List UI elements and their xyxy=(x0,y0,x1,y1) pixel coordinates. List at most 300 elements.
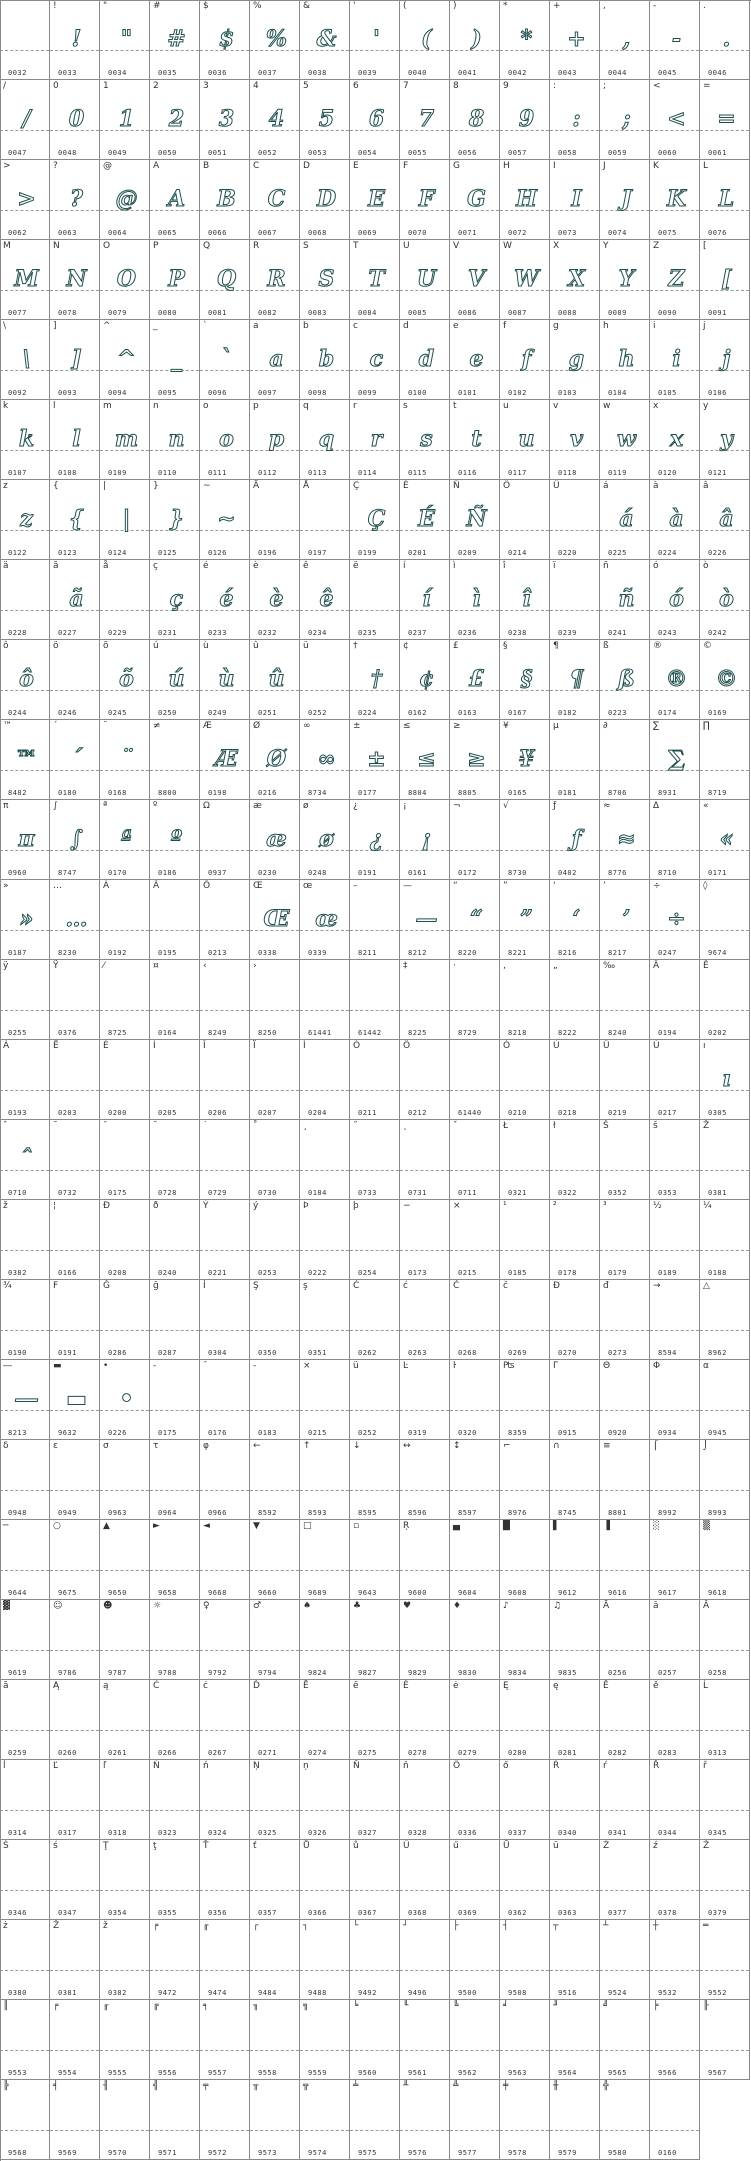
glyph-sample: à xyxy=(669,506,684,532)
glyph-char-label: □ xyxy=(303,1521,312,1531)
glyph-char-label: M xyxy=(3,241,11,251)
glyph-code: 0175 xyxy=(108,1189,127,1197)
glyph-cell xyxy=(550,720,600,800)
glyph-cell xyxy=(400,1520,450,1600)
glyph-cell xyxy=(300,1040,350,1120)
glyph-char-label: : xyxy=(553,81,557,91)
glyph-char-label: ( xyxy=(403,1,407,11)
glyph-cell xyxy=(0,2000,50,2080)
glyph-char-label: Ï xyxy=(253,1041,256,1051)
glyph-cell xyxy=(350,0,400,80)
glyph-char-label: τ xyxy=(153,1441,159,1451)
glyph-cell xyxy=(200,240,250,320)
glyph-code: 0187 xyxy=(8,949,27,957)
glyph-baseline xyxy=(250,1970,299,1971)
glyph-code: 8217 xyxy=(608,949,627,957)
glyph-cell xyxy=(500,560,550,640)
glyph-cell xyxy=(300,1760,350,1840)
glyph-code: 0093 xyxy=(58,389,77,397)
glyph-cell xyxy=(300,1600,350,1680)
glyph-char-label: ± xyxy=(353,721,361,731)
glyph-sample: • xyxy=(119,1386,134,1412)
glyph-char-label: ė xyxy=(453,1681,459,1691)
glyph-char-label: Ń xyxy=(153,1761,160,1771)
glyph-code: 0060 xyxy=(658,149,677,157)
glyph-baseline xyxy=(350,1010,399,1011)
glyph-char-label: Æ xyxy=(203,721,212,731)
glyph-baseline xyxy=(450,1250,499,1251)
glyph-char-label: Ţ xyxy=(103,1841,109,1851)
glyph-char-label: ¼ xyxy=(703,1201,712,1211)
glyph-char-label: ▲ xyxy=(103,1521,110,1531)
glyph-code: 8595 xyxy=(358,1509,377,1517)
glyph-char-label: ⌐ xyxy=(503,1441,511,1451)
glyph-sample: ª xyxy=(121,826,132,852)
glyph-cell xyxy=(50,1760,100,1840)
glyph-code: 9675 xyxy=(58,1589,77,1597)
glyph-cell xyxy=(700,1200,750,1280)
glyph-baseline xyxy=(200,1410,249,1411)
glyph-code: 0173 xyxy=(408,1269,427,1277)
glyph-code: 0196 xyxy=(258,549,277,557)
glyph-cell xyxy=(50,960,100,1040)
glyph-cell xyxy=(650,1520,700,1600)
glyph-code: 9552 xyxy=(708,1989,727,1997)
glyph-char-label: Ź xyxy=(603,1841,610,1851)
glyph-sample: ¶ xyxy=(569,666,584,692)
glyph-code: 0213 xyxy=(208,949,227,957)
glyph-char-label: Ô xyxy=(403,1041,411,1051)
glyph-cell xyxy=(250,320,300,400)
glyph-baseline xyxy=(100,2130,149,2131)
glyph-cell xyxy=(150,2000,200,2080)
glyph-code: 9560 xyxy=(358,2069,377,2077)
glyph-cell xyxy=(250,240,300,320)
glyph-char-label: ╘ xyxy=(353,2001,359,2011)
glyph-cell xyxy=(700,160,750,240)
glyph-cell xyxy=(650,560,700,640)
glyph-code: 8218 xyxy=(508,1029,527,1037)
glyph-baseline xyxy=(0,610,49,611)
glyph-char-label: @ xyxy=(103,161,112,171)
glyph-char-label: ═ xyxy=(703,1921,709,1931)
glyph-code: 9569 xyxy=(58,2149,77,2157)
glyph-code: 0079 xyxy=(108,309,127,317)
glyph-code: 0043 xyxy=(558,69,577,77)
glyph-sample: — xyxy=(415,906,438,932)
glyph-char-label: § xyxy=(503,641,508,651)
glyph-char-label: ö xyxy=(53,641,59,651)
glyph-char-label: ╗ xyxy=(303,2001,309,2011)
glyph-char-label: " xyxy=(103,1,108,11)
glyph-baseline xyxy=(200,2130,249,2131)
glyph-cell xyxy=(600,320,650,400)
glyph-code: 9576 xyxy=(408,2149,427,2157)
glyph-code: 8962 xyxy=(708,1349,727,1357)
glyph-baseline xyxy=(450,1090,499,1091)
glyph-baseline xyxy=(300,530,349,531)
glyph-char-label: Ű xyxy=(403,1841,410,1851)
glyph-char-label: L xyxy=(703,161,709,171)
glyph-char-label: ē xyxy=(353,1681,359,1691)
glyph-sample: } xyxy=(169,506,184,532)
glyph-cell xyxy=(50,640,100,720)
glyph-char-label: ˙ xyxy=(203,1121,208,1131)
glyph-code: 0178 xyxy=(558,1269,577,1277)
glyph-baseline xyxy=(300,1810,349,1811)
glyph-cell xyxy=(200,0,250,80)
glyph-cell xyxy=(500,1280,550,1360)
glyph-baseline xyxy=(250,1810,299,1811)
glyph-char-label: Ó xyxy=(353,1041,361,1051)
glyph-sample: ˆ xyxy=(21,1146,32,1172)
glyph-cell xyxy=(400,2080,450,2160)
glyph-sample: â xyxy=(719,506,734,532)
glyph-cell xyxy=(700,1360,750,1440)
glyph-cell xyxy=(300,160,350,240)
glyph-char-label: Ê xyxy=(703,961,709,971)
glyph-cell xyxy=(150,0,200,80)
glyph-code: 0382 xyxy=(108,1989,127,1997)
glyph-cell xyxy=(450,640,500,720)
glyph-baseline xyxy=(600,1810,649,1811)
glyph-baseline xyxy=(250,1010,299,1011)
glyph-code: 0378 xyxy=(658,1909,677,1917)
glyph-cell xyxy=(200,1280,250,1360)
glyph-cell xyxy=(650,400,700,480)
glyph-code: 0220 xyxy=(558,549,577,557)
glyph-char-label: ½ xyxy=(653,1201,662,1211)
glyph-cell xyxy=(250,800,300,880)
glyph-baseline xyxy=(650,1570,699,1571)
glyph-code: 0184 xyxy=(308,1189,327,1197)
glyph-char-label: ╚ xyxy=(453,2001,459,2011)
glyph-char-label: ÿ xyxy=(3,961,9,971)
glyph-cell xyxy=(550,960,600,1040)
glyph-sample: Ø xyxy=(266,746,287,772)
glyph-code: 0119 xyxy=(608,469,627,477)
glyph-code: 0237 xyxy=(408,629,427,637)
glyph-char-label: H xyxy=(503,161,510,171)
glyph-cell xyxy=(400,560,450,640)
glyph-code: 0222 xyxy=(308,1269,327,1277)
glyph-cell xyxy=(200,800,250,880)
glyph-code: 0117 xyxy=(508,469,527,477)
glyph-char-label: ♣ xyxy=(353,1601,362,1611)
glyph-sample: ' xyxy=(373,26,380,52)
glyph-char-label: √ xyxy=(503,801,509,811)
glyph-char-label: → xyxy=(653,1281,661,1291)
glyph-char-label: Ū xyxy=(503,1841,510,1851)
glyph-baseline xyxy=(150,1570,199,1571)
glyph-cell xyxy=(400,880,450,960)
glyph-sample: ± xyxy=(367,746,386,772)
glyph-cell xyxy=(250,0,300,80)
glyph-baseline xyxy=(450,1410,499,1411)
glyph-char-label: ƒ xyxy=(553,801,557,811)
glyph-cell xyxy=(400,2000,450,2080)
glyph-char-label: ◄ xyxy=(203,1521,210,1531)
glyph-code: 0362 xyxy=(508,1909,527,1917)
glyph-cell xyxy=(0,1440,50,1520)
glyph-char-label: È xyxy=(103,1041,109,1051)
glyph-char-label: Ž xyxy=(53,1921,60,1931)
glyph-cell xyxy=(700,480,750,560)
glyph-cell xyxy=(400,480,450,560)
glyph-code: 0191 xyxy=(358,869,377,877)
glyph-baseline xyxy=(350,1730,399,1731)
glyph-baseline xyxy=(400,2130,449,2131)
glyph-char-label: ¹ xyxy=(503,1201,507,1211)
glyph-code: 9829 xyxy=(408,1669,427,1677)
glyph-baseline xyxy=(500,1490,549,1491)
glyph-code: 0089 xyxy=(608,309,627,317)
glyph-cell xyxy=(550,1920,600,2000)
glyph-code: 0347 xyxy=(58,1909,77,1917)
glyph-char-label: “ xyxy=(453,881,458,891)
glyph-code: 0266 xyxy=(158,1749,177,1757)
glyph-cell xyxy=(400,1760,450,1840)
glyph-cell xyxy=(100,2000,150,2080)
glyph-cell xyxy=(100,1200,150,1280)
glyph-cell xyxy=(600,880,650,960)
glyph-cell xyxy=(150,80,200,160)
glyph-cell xyxy=(700,720,750,800)
glyph-cell xyxy=(550,320,600,400)
glyph-baseline xyxy=(200,1010,249,1011)
glyph-baseline xyxy=(450,1810,499,1811)
glyph-char-label: ♠ xyxy=(303,1601,312,1611)
glyph-cell xyxy=(600,1440,650,1520)
glyph-char-label: Ú xyxy=(553,1041,560,1051)
glyph-char-label: ↑ xyxy=(303,1441,311,1451)
glyph-baseline xyxy=(0,1890,49,1891)
glyph-char-label: ” xyxy=(503,881,508,891)
glyph-sample: Z xyxy=(668,266,685,292)
glyph-char-label: ↕ xyxy=(453,1441,461,1451)
glyph-cell xyxy=(500,880,550,960)
glyph-code: 9496 xyxy=(408,1989,427,1997)
glyph-code: 0035 xyxy=(158,69,177,77)
glyph-char-label: & xyxy=(303,1,311,11)
glyph-code: 0231 xyxy=(158,629,177,637)
glyph-baseline xyxy=(200,1650,249,1651)
glyph-char-label: | xyxy=(103,481,107,491)
glyph-code: 0367 xyxy=(358,1909,377,1917)
glyph-cell xyxy=(550,2000,600,2080)
glyph-char-label: Þ xyxy=(303,1201,309,1211)
glyph-code: 0047 xyxy=(8,149,27,157)
glyph-code: 9484 xyxy=(258,1989,277,1997)
glyph-cell xyxy=(550,1120,600,1200)
glyph-sample: 2 xyxy=(168,106,185,132)
glyph-sample: + xyxy=(567,26,586,52)
glyph-cell xyxy=(600,800,650,880)
glyph-cell xyxy=(200,80,250,160)
glyph-char-label: ‰ xyxy=(603,961,616,971)
glyph-cell xyxy=(200,720,250,800)
glyph-char-label: ; xyxy=(603,81,607,91)
glyph-sample: S xyxy=(318,266,335,292)
glyph-sample: A xyxy=(167,186,186,212)
glyph-baseline xyxy=(700,1410,749,1411)
glyph-cell xyxy=(600,1920,650,2000)
glyph-cell xyxy=(450,1040,500,1120)
glyph-char-label: ⌠ xyxy=(653,1441,658,1451)
glyph-cell xyxy=(550,80,600,160)
glyph-cell xyxy=(500,2080,550,2160)
glyph-char-label: Ù xyxy=(653,1041,660,1051)
glyph-baseline xyxy=(300,1490,349,1491)
glyph-baseline xyxy=(300,1570,349,1571)
glyph-baseline xyxy=(50,1330,99,1331)
glyph-baseline xyxy=(300,690,349,691)
glyph-sample: § xyxy=(520,666,533,692)
glyph-code: 0357 xyxy=(258,1909,277,1917)
glyph-cell xyxy=(250,480,300,560)
glyph-sample: r xyxy=(370,426,383,452)
glyph-baseline xyxy=(550,1010,599,1011)
glyph-code: 9566 xyxy=(658,2069,677,2077)
glyph-char-label: ║ xyxy=(3,2001,9,2011)
glyph-code: 8719 xyxy=(708,789,727,797)
glyph-code: 9567 xyxy=(708,2069,727,2077)
glyph-code: 0208 xyxy=(108,1269,127,1277)
glyph-sample: M xyxy=(14,266,39,292)
glyph-code: 0076 xyxy=(708,229,727,237)
glyph-char-label: Ē xyxy=(303,1681,309,1691)
glyph-code: 0195 xyxy=(158,949,177,957)
glyph-code: 0253 xyxy=(258,1269,277,1277)
glyph-code: 0336 xyxy=(458,1829,477,1837)
glyph-char-label: ŀ xyxy=(453,1361,457,1371)
glyph-code: 0256 xyxy=(608,1669,627,1677)
glyph-char-label: Ý xyxy=(203,1201,209,1211)
glyph-char-label: × xyxy=(453,1201,461,1211)
glyph-code: 9579 xyxy=(558,2149,577,2157)
glyph-cell xyxy=(100,1040,150,1120)
glyph-cell xyxy=(650,800,700,880)
glyph-code: 0963 xyxy=(108,1509,127,1517)
glyph-code: 0369 xyxy=(458,1909,477,1917)
glyph-cell xyxy=(550,480,600,560)
glyph-code: 0190 xyxy=(8,1349,27,1357)
glyph-cell xyxy=(250,720,300,800)
glyph-sample: g xyxy=(568,346,585,372)
glyph-code: 0183 xyxy=(258,1429,277,1437)
glyph-char-label: þ xyxy=(353,1201,359,1211)
glyph-code: 0344 xyxy=(658,1829,677,1837)
glyph-baseline xyxy=(300,1890,349,1891)
glyph-sample: ì xyxy=(472,586,481,612)
glyph-sample: ― xyxy=(15,1386,38,1412)
glyph-cell xyxy=(300,240,350,320)
glyph-sample: ò xyxy=(719,586,734,612)
glyph-code: 8216 xyxy=(558,949,577,957)
glyph-code: 0934 xyxy=(658,1429,677,1437)
glyph-char-label: ╨ xyxy=(403,2081,409,2091)
glyph-code: 0037 xyxy=(258,69,277,77)
glyph-cell xyxy=(50,1280,100,1360)
glyph-char-label: ę xyxy=(553,1681,559,1691)
glyph-code: 9788 xyxy=(158,1669,177,1677)
glyph-code: 0275 xyxy=(358,1749,377,1757)
glyph-char-label: P xyxy=(153,241,159,251)
glyph-cell xyxy=(200,880,250,960)
glyph-baseline xyxy=(150,1810,199,1811)
glyph-code: 0056 xyxy=(458,149,477,157)
glyph-baseline xyxy=(500,850,549,851)
glyph-baseline xyxy=(100,1090,149,1091)
glyph-char-label: ľ xyxy=(103,1761,107,1771)
glyph-cell xyxy=(100,1360,150,1440)
glyph-cell xyxy=(600,400,650,480)
glyph-sample: ¨ xyxy=(121,746,132,772)
glyph-code: 0177 xyxy=(358,789,377,797)
glyph-sample: Y xyxy=(618,266,635,292)
glyph-sample: I xyxy=(571,186,582,212)
glyph-char-label: Š xyxy=(603,1121,609,1131)
glyph-cell xyxy=(50,1600,100,1680)
glyph-baseline xyxy=(50,2130,99,2131)
glyph-char-label: ó xyxy=(653,561,659,571)
glyph-sample: 0 xyxy=(68,106,85,132)
glyph-char-label: ’ xyxy=(603,881,606,891)
glyph-cell xyxy=(300,480,350,560)
glyph-char-label: - xyxy=(153,1361,157,1371)
glyph-char-label: b xyxy=(303,321,309,331)
glyph-sample: ¢ xyxy=(418,666,435,692)
glyph-char-label: K xyxy=(653,161,659,171)
glyph-char-label: T xyxy=(353,241,359,251)
glyph-char-label: Ÿ xyxy=(53,961,59,971)
glyph-code: 0042 xyxy=(508,69,527,77)
glyph-sample: D xyxy=(316,186,337,212)
glyph-char-label: ô xyxy=(3,641,9,651)
glyph-cell xyxy=(300,80,350,160)
glyph-baseline xyxy=(350,1570,399,1571)
glyph-sample: ? xyxy=(70,186,83,212)
glyph-code: 0915 xyxy=(558,1429,577,1437)
glyph-cell xyxy=(550,1040,600,1120)
glyph-code: 0203 xyxy=(58,1109,77,1117)
glyph-cell xyxy=(500,1600,550,1680)
glyph-char-label: w xyxy=(603,401,611,411)
glyph-cell xyxy=(150,1280,200,1360)
glyph-sample: u xyxy=(518,426,535,452)
glyph-sample: s xyxy=(420,426,433,452)
glyph-char-label: h xyxy=(603,321,609,331)
glyph-baseline xyxy=(400,1970,449,1971)
glyph-cell xyxy=(150,1680,200,1760)
glyph-baseline xyxy=(300,2050,349,2051)
glyph-char-label: î xyxy=(503,561,506,571)
glyph-code: 0192 xyxy=(108,949,127,957)
glyph-cell xyxy=(550,1200,600,1280)
glyph-cell xyxy=(500,1120,550,1200)
glyph-code: 9617 xyxy=(658,1589,677,1597)
glyph-baseline xyxy=(150,1010,199,1011)
glyph-code: 0379 xyxy=(708,1909,727,1917)
glyph-code: 0254 xyxy=(358,1269,377,1277)
glyph-cell xyxy=(400,1680,450,1760)
glyph-char-label: ¤ xyxy=(153,961,159,971)
glyph-cell xyxy=(50,0,100,80)
glyph-code: 0255 xyxy=(8,1029,27,1037)
glyph-sample: # xyxy=(167,26,186,52)
glyph-baseline xyxy=(200,1810,249,1811)
glyph-char-label: ¯ xyxy=(203,1361,208,1371)
